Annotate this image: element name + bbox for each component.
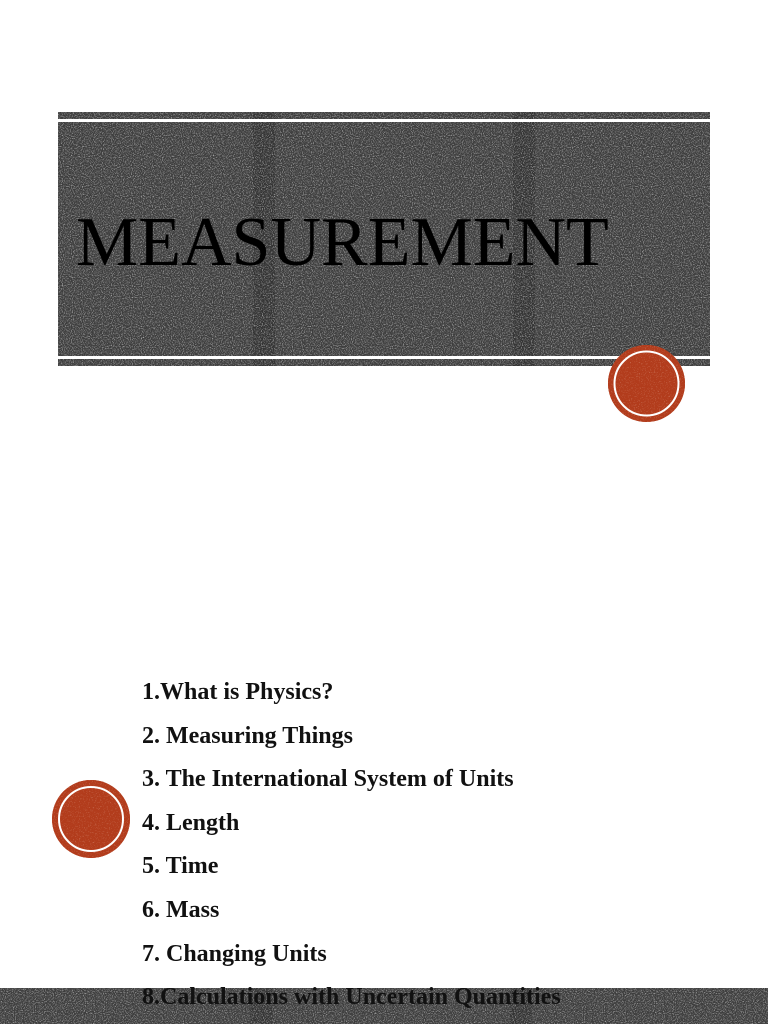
orange-circle-icon	[608, 345, 685, 422]
list-item: 2. Measuring Things	[142, 722, 353, 749]
contents-list	[142, 674, 561, 1023]
title-banner	[58, 112, 710, 366]
orange-circle-graphic	[608, 345, 685, 422]
banner-top-rule	[58, 119, 710, 122]
list-item: 7. Changing Units	[142, 940, 327, 967]
list-item: 5. Time	[142, 853, 219, 880]
list-item: 6. Mass	[142, 896, 220, 923]
list-item: 4. Length	[142, 809, 240, 836]
list-item: 1.What is Physics?	[142, 679, 334, 705]
list-item: 3. The International System of Units	[142, 766, 514, 793]
orange-circle-icon	[52, 780, 130, 858]
orange-circle-graphic	[52, 780, 130, 858]
list-item: 8.Calculations with Uncertain Quantities	[142, 984, 561, 1011]
slide-title: MEASUREMENT	[76, 204, 609, 281]
